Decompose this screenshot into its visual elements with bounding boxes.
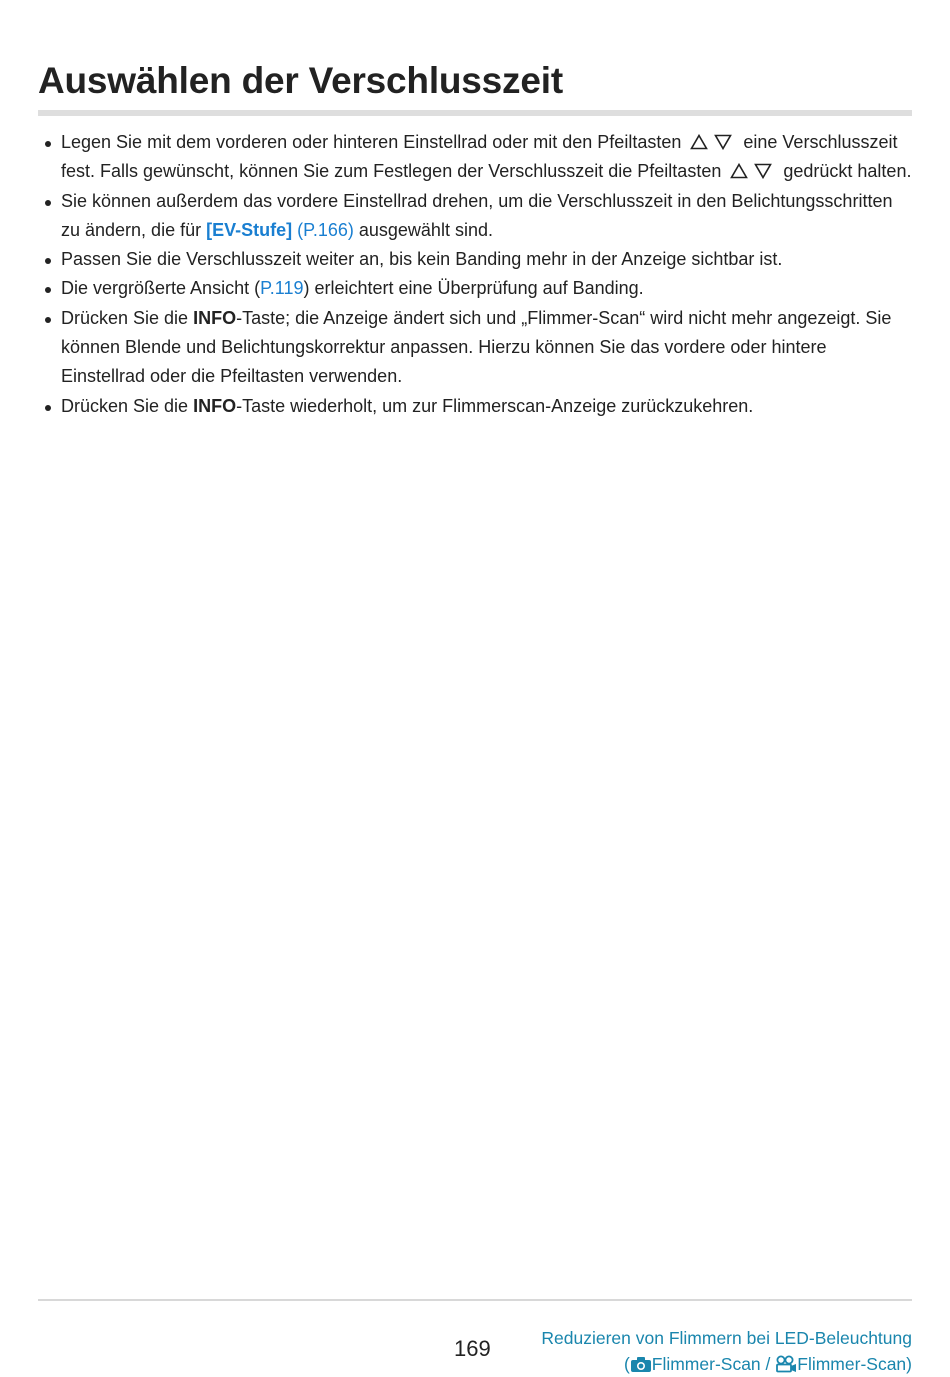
separator: /: [760, 1354, 776, 1374]
list-item: [38, 304, 914, 392]
page-title: Auswählen der Verschlusszeit: [38, 60, 563, 101]
bullet-text: eine Verschlusszeit fest. Falls gewünscht, können Sie zum Festlegen der Verschlusszeit die Pfeiltasten: [61, 132, 898, 182]
title-divider: [38, 110, 912, 116]
section-subtitle[interactable]: [541, 1351, 912, 1377]
bullet-text: Drücken Sie die: [61, 307, 189, 328]
bullet-text: Drücken Sie die: [61, 395, 189, 416]
paren: (: [623, 1354, 630, 1374]
bullet-text: ausgewählt sind.: [358, 219, 493, 240]
list-item: [38, 187, 914, 246]
bullet-text: -Taste wiederholt, um zur Flimmerscan-Anzeige zurückzukehren.: [236, 395, 754, 416]
arrow-down-icon: [714, 134, 732, 150]
bullet-text: -Taste; die Anzeige ändert sich und „Flimmer-Scan“ wird nicht mehr angezeigt. Sie können Blende und Belichtungskorrektur anpassen. Hierzu können Sie das vordere oder hintere Einstellrad oder die Pfeiltasten verwenden.: [61, 307, 892, 387]
list-item: [38, 274, 914, 303]
bullet-text: Sie können außerdem das vordere Einstellrad drehen, um die Verschlusszeit in den Belichtungsschritten zu ändern, die für: [61, 190, 893, 240]
instruction-list: [38, 128, 914, 421]
page-reference-link[interactable]: (P.166): [297, 219, 354, 240]
movie-mode-label: Flimmer-Scan: [797, 1354, 907, 1374]
page-reference-link[interactable]: P.119: [260, 278, 304, 299]
footer-divider: [38, 1299, 912, 1301]
movie-camera-icon: [775, 1355, 797, 1373]
bullet-text: gedrückt halten.: [783, 161, 912, 182]
page-number: 169: [454, 1336, 491, 1361]
info-key-label: INFO: [193, 307, 237, 328]
section-footer-link[interactable]: [541, 1325, 912, 1377]
up-down-arrow-keys-icon: [730, 163, 772, 179]
arrow-up-icon: [690, 134, 708, 150]
list-item: [38, 128, 914, 187]
up-down-arrow-keys-icon: [690, 134, 732, 150]
paren: ): [906, 1354, 912, 1374]
list-item: [38, 392, 914, 421]
bullet-text: Passen Sie die Verschlusszeit weiter an, bis kein Banding mehr in der Anzeige sichtbar ist.: [61, 249, 783, 270]
bullet-text: ) erleichtert eine Überprüfung auf Banding.: [303, 278, 644, 299]
bullet-text: Die vergrößerte Ansicht (: [61, 278, 261, 299]
arrow-down-icon: [754, 163, 772, 179]
arrow-up-icon: [730, 163, 748, 179]
section-title[interactable]: Reduzieren von Flimmern bei LED-Beleuchtung: [541, 1328, 912, 1348]
ev-step-menu-link[interactable]: [EV-Stufe]: [206, 219, 293, 240]
info-key-label: INFO: [193, 395, 237, 416]
camera-icon: [630, 1356, 652, 1373]
photo-mode-label: Flimmer-Scan: [651, 1354, 761, 1374]
bullet-text: Legen Sie mit dem vorderen oder hinteren Einstellrad oder mit den Pfeiltasten: [61, 132, 682, 152]
list-item: [38, 245, 914, 274]
